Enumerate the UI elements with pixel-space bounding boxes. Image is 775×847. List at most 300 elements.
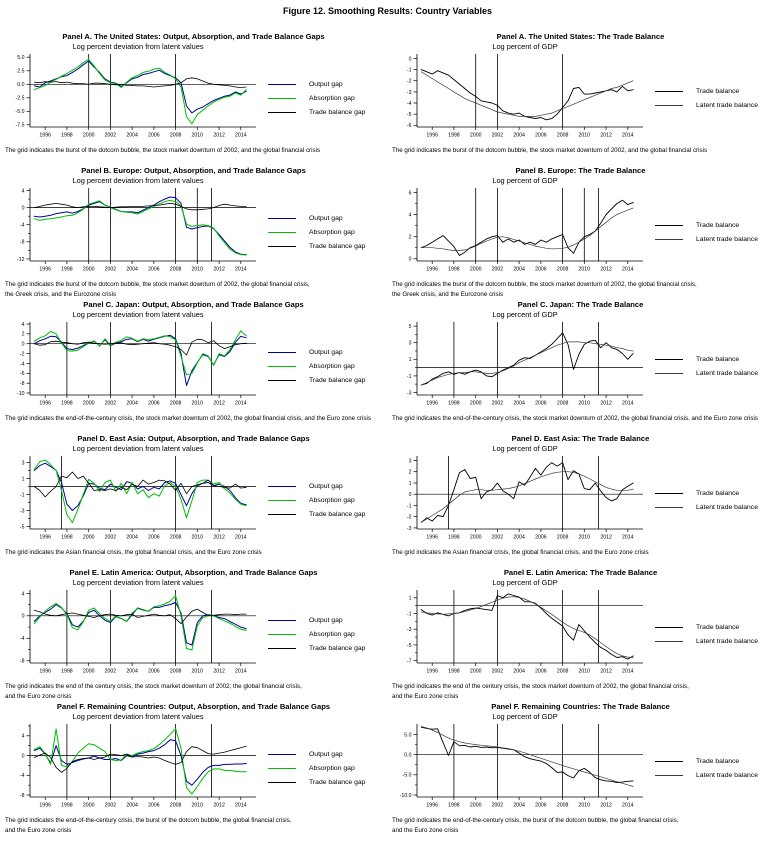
y-tick-label: -3 — [406, 89, 412, 96]
y-tick-label: 2.5 — [17, 68, 25, 75]
legend-remaining-trade-balance — [655, 758, 758, 779]
figure-title: Figure 12. Smoothing Results: Country Variables — [282, 6, 493, 16]
x-tick-label: 1998 — [61, 668, 73, 675]
x-tick-label: 2010 — [191, 132, 204, 139]
y-tick-label: 0 — [408, 492, 412, 499]
chart-title-east-asia-trade-balance: Panel D. East Asia: The Trade Balance — [511, 434, 650, 443]
caption-line: the Greek crisis, and the Eurozone crisis — [5, 290, 117, 298]
legend-line-sample — [655, 239, 683, 240]
caption-europe-gaps — [0, 280, 387, 298]
panel-us-gaps — [0, 30, 387, 164]
legend-item-output-gap — [268, 751, 365, 758]
legend-item-latent-trade-balance — [655, 772, 758, 779]
x-tick-label: 2000 — [82, 132, 95, 139]
legend-line-sample — [268, 782, 296, 783]
caption-line: and the Euro zone crisis — [392, 692, 459, 700]
y-tick-label: 4 — [21, 321, 25, 328]
caption-us-gaps — [0, 146, 387, 156]
legend-line-sample — [268, 514, 296, 515]
y-tick-label: -1 — [406, 611, 412, 618]
x-tick-label: 2006 — [148, 668, 160, 675]
x-tick-label: 1996 — [39, 668, 51, 675]
legend-item-trade-balance — [655, 758, 758, 765]
legend-label: Output gap — [309, 81, 343, 88]
y-tick-label: -2 — [406, 78, 412, 85]
legend-line-sample — [655, 225, 683, 226]
chart-title-latin-america-gaps: Panel E. Latin America: Output, Absorption, and Trade Balance Gaps — [69, 568, 318, 577]
legend-japan-gaps — [268, 349, 365, 384]
chart-body-us-gaps — [0, 51, 387, 146]
caption-us-trade-balance — [387, 146, 774, 156]
x-tick-label: 2008 — [556, 668, 569, 675]
legend-label: Trade balance — [696, 490, 740, 497]
x-tick-label: 2006 — [535, 400, 547, 407]
y-tick-label: 3 — [408, 458, 412, 465]
x-tick-label: 2004 — [513, 534, 525, 541]
chart-subtitle-east-asia-gaps: Log percent deviation from latent values — [72, 444, 204, 453]
legend-east-asia-gaps — [268, 483, 365, 518]
legend-east-asia-trade-balance — [655, 490, 758, 511]
legend-line-sample — [268, 246, 296, 247]
series-trade-balance-gap — [34, 746, 246, 772]
legend-item-trade-balance-gap — [268, 243, 365, 250]
x-tick-label: 2010 — [191, 534, 204, 541]
y-tick-label: 1 — [408, 357, 412, 364]
caption-europe-trade-balance — [387, 280, 774, 298]
series-absorption-gap — [34, 596, 246, 651]
caption-line: and the Euro zone crisis — [392, 826, 459, 834]
legend-us-gaps — [268, 81, 365, 116]
x-tick-label: 2002 — [104, 266, 117, 273]
caption-line: The grid indicates the end-of-the-century crisis, the stock market downturn of 2002, the global financial crisis, and the Euro zone crisis — [5, 415, 371, 422]
x-tick-label: 2002 — [491, 802, 504, 809]
x-tick-label: 2004 — [513, 668, 525, 675]
y-tick-label: -1 — [406, 503, 412, 510]
x-tick-label: 2006 — [148, 802, 160, 809]
legend-label: Trade balance gap — [309, 377, 366, 384]
y-tick-label: 0 — [21, 613, 25, 620]
x-tick-label: 1998 — [448, 534, 460, 541]
chart-subtitle-remaining-gaps: Log percent deviation from latent values — [72, 712, 204, 721]
legend-item-trade-balance — [655, 624, 758, 631]
legend-item-output-gap — [268, 483, 365, 490]
y-tick-label: 0 — [408, 56, 412, 63]
x-tick-label: 2014 — [235, 266, 247, 273]
x-tick-label: 2014 — [235, 534, 247, 541]
x-tick-label: 1996 — [39, 802, 51, 809]
legend-item-trade-balance-gap — [268, 109, 365, 116]
chart-subtitle-latin-america-gaps: Log percent deviation from latent values — [72, 578, 204, 587]
y-tick-label: 3 — [408, 340, 412, 347]
x-tick-label: 2012 — [213, 534, 225, 541]
japan-trade-balance-plot — [387, 319, 653, 414]
x-tick-label: 2008 — [556, 534, 569, 541]
x-tick-label: 2014 — [622, 802, 634, 809]
chart-subtitle-remaining-trade-balance: Log percent of GDP — [492, 712, 558, 721]
x-tick-label: 2006 — [535, 132, 547, 139]
legend-line-sample — [655, 359, 683, 360]
x-tick-label: 2006 — [148, 266, 160, 273]
legend-label: Latent trade balance — [696, 236, 758, 243]
y-tick-label: -5 — [406, 642, 412, 649]
x-tick-label: 1996 — [39, 534, 51, 541]
legend-item-trade-balance-gap — [268, 645, 365, 652]
x-tick-label: 2008 — [556, 266, 569, 273]
legend-line-sample — [268, 352, 296, 353]
chart-body-us-trade-balance — [387, 51, 774, 146]
legend-label: Trade balance gap — [309, 779, 366, 786]
y-tick-label: 5.0 — [17, 55, 25, 62]
y-tick-label: 6 — [408, 190, 412, 197]
legend-item-trade-balance-gap — [268, 377, 365, 384]
us-gaps-plot — [0, 51, 266, 146]
x-tick-label: 2000 — [469, 534, 482, 541]
chart-subtitle-europe-trade-balance: Log percent of GDP — [492, 176, 558, 185]
panel-japan-trade-balance — [387, 298, 774, 432]
legend-label: Absorption gap — [309, 631, 355, 638]
caption-line: The grid indicates the burst of the dotcom bubble, the stock market downturn of 2002, and the global financial crisis — [5, 147, 321, 154]
panel-us-trade-balance — [387, 30, 774, 164]
x-tick-label: 2014 — [622, 132, 634, 139]
caption-latin-america-trade-balance — [387, 682, 774, 700]
latin-america-gaps-plot — [0, 587, 266, 682]
series-output-gap — [34, 61, 246, 113]
legend-line-sample — [268, 232, 296, 233]
series-trade-balance — [421, 200, 633, 255]
y-tick-label: -4 — [19, 636, 25, 643]
caption-east-asia-gaps — [0, 548, 387, 558]
y-tick-label: -3 — [406, 627, 412, 634]
x-tick-label: 2014 — [622, 668, 634, 675]
legend-label: Latent trade balance — [696, 638, 758, 645]
x-tick-label: 2008 — [169, 400, 182, 407]
legend-line-sample — [655, 775, 683, 776]
series-absorption-gap — [34, 728, 246, 794]
x-tick-label: 2004 — [126, 802, 138, 809]
chart-body-japan-trade-balance — [387, 319, 774, 414]
x-tick-label: 2010 — [578, 266, 591, 273]
caption-line: and the Euro zone crisis — [5, 692, 72, 700]
chart-body-east-asia-trade-balance — [387, 453, 774, 548]
legend-label: Latent trade balance — [696, 772, 758, 779]
x-tick-label: 2000 — [82, 668, 95, 675]
y-tick-label: 4 — [21, 733, 25, 740]
legend-label: Latent trade balance — [696, 504, 758, 511]
chart-body-remaining-trade-balance — [387, 721, 774, 816]
chart-subtitle-us-trade-balance: Log percent of GDP — [492, 42, 558, 51]
legend-label: Trade balance — [696, 222, 740, 229]
legend-line-sample — [268, 84, 296, 85]
legend-label: Trade balance gap — [309, 511, 366, 518]
legend-item-trade-balance — [655, 490, 758, 497]
chart-body-japan-gaps — [0, 319, 387, 414]
x-tick-label: 2008 — [556, 802, 569, 809]
legend-item-latent-trade-balance — [655, 102, 758, 109]
chart-subtitle-latin-america-trade-balance: Log percent of GDP — [492, 578, 558, 587]
x-tick-label: 2004 — [126, 132, 138, 139]
legend-item-latent-trade-balance — [655, 370, 758, 377]
x-tick-label: 1998 — [448, 802, 460, 809]
chart-body-remaining-gaps — [0, 721, 387, 816]
x-tick-label: 2000 — [82, 266, 95, 273]
x-tick-label: 2004 — [126, 534, 138, 541]
series-output-gap — [34, 602, 246, 645]
caption-line: The grid indicates the Asian financial crisis, the global financial crisis, and the Euro zone crisis — [392, 549, 649, 556]
series-trade-balance — [421, 463, 633, 523]
x-tick-label: 2010 — [578, 802, 591, 809]
x-tick-label: 2006 — [148, 400, 160, 407]
x-tick-label: 1998 — [61, 266, 73, 273]
legend-line-sample — [655, 493, 683, 494]
chart-subtitle-japan-gaps: Log percent deviation from latent values — [72, 310, 204, 319]
y-tick-label: 3 — [21, 460, 25, 467]
x-tick-label: 2006 — [535, 266, 547, 273]
x-tick-label: 2014 — [235, 802, 247, 809]
x-tick-label: 2004 — [513, 400, 525, 407]
x-tick-label: 2012 — [600, 132, 612, 139]
x-tick-label: 2014 — [235, 400, 247, 407]
y-tick-label: 0 — [408, 256, 412, 263]
legend-label: Output gap — [309, 483, 343, 490]
y-tick-label: 5 — [408, 324, 412, 330]
x-tick-label: 2000 — [82, 802, 95, 809]
y-tick-label: -6 — [19, 371, 25, 378]
x-tick-label: 2008 — [169, 132, 182, 139]
legend-item-output-gap — [268, 215, 365, 222]
x-tick-label: 2008 — [169, 266, 182, 273]
x-tick-label: 2000 — [469, 132, 482, 139]
series-latent-trade-balance — [421, 472, 633, 523]
x-tick-label: 2012 — [600, 668, 612, 675]
series-trade-balance-gap — [34, 203, 246, 209]
legend-item-output-gap — [268, 81, 365, 88]
panel-europe-trade-balance — [387, 164, 774, 298]
legend-item-absorption-gap — [268, 363, 365, 370]
x-tick-label: 2008 — [169, 534, 182, 541]
chart-body-latin-america-gaps — [0, 587, 387, 682]
x-tick-label: 2010 — [191, 802, 204, 809]
chart-subtitle-europe-gaps: Log percent deviation from latent values — [72, 176, 204, 185]
legend-item-trade-balance-gap — [268, 511, 365, 518]
legend-line-sample — [268, 366, 296, 367]
caption-line: The grid indicates the Asian financial crisis, the global financial crisis, and the Euro zone crisis — [5, 549, 262, 556]
legend-label: Absorption gap — [309, 229, 355, 236]
y-tick-label: -4 — [19, 222, 25, 229]
caption-line: and the Euro zone crisis — [5, 826, 72, 834]
legend-item-output-gap — [268, 349, 365, 356]
chart-subtitle-east-asia-trade-balance: Log percent of GDP — [492, 444, 558, 453]
panel-latin-america-gaps — [0, 566, 387, 700]
x-tick-label: 2002 — [491, 400, 504, 407]
legend-line-sample — [268, 648, 296, 649]
series-trade-balance — [421, 594, 633, 659]
legend-label: Trade balance gap — [309, 109, 366, 116]
x-tick-label: 2000 — [469, 668, 482, 675]
y-tick-label: -8 — [19, 239, 25, 246]
series-trade-balance-gap — [34, 472, 246, 497]
y-tick-label: 4 — [408, 212, 412, 219]
chart-subtitle-japan-trade-balance: Log percent of GDP — [492, 310, 558, 319]
x-tick-label: 1998 — [448, 132, 460, 139]
y-tick-label: -12 — [17, 256, 25, 263]
legend-japan-trade-balance — [655, 356, 758, 377]
legend-line-sample — [268, 768, 296, 769]
series-output-gap — [34, 740, 246, 785]
chart-title-europe-gaps: Panel B. Europe: Output, Absorption, and Trade Balance Gaps — [81, 166, 306, 175]
chart-title-remaining-gaps: Panel F. Remaining Countries: Output, Absorption, and Trade Balance Gaps — [56, 702, 331, 711]
legend-line-sample — [655, 641, 683, 642]
y-tick-label: -1 — [406, 67, 412, 74]
y-tick-label: 4 — [21, 591, 25, 598]
x-tick-label: 1996 — [426, 400, 438, 407]
caption-line: The grid indicates the end-of-the-century crisis, the burst of the dotcom bubble, the global financial crisis, — [5, 817, 292, 824]
chart-title-europe-trade-balance: Panel B. Europe: The Trade Balance — [515, 166, 646, 175]
legend-label: Absorption gap — [309, 765, 355, 772]
x-tick-label: 1996 — [426, 534, 438, 541]
y-tick-label: -8 — [19, 381, 25, 388]
chart-title-us-gaps: Panel A. The United States: Output, Absorption, and Trade Balance Gaps — [62, 32, 325, 41]
x-tick-label: 2004 — [126, 400, 138, 407]
x-tick-label: 1996 — [39, 266, 51, 273]
y-tick-label: -5.0 — [15, 109, 25, 116]
series-latent-trade-balance — [421, 342, 633, 385]
x-tick-label: 2010 — [578, 534, 591, 541]
y-tick-label: 0.0 — [404, 752, 412, 759]
east-asia-gaps-plot — [0, 453, 266, 548]
series-absorption-gap — [34, 460, 246, 523]
y-tick-label: 1 — [21, 476, 25, 483]
legend-europe-trade-balance — [655, 222, 758, 243]
y-tick-label: -4 — [19, 773, 25, 780]
legend-line-sample — [268, 634, 296, 635]
panel-europe-gaps — [0, 164, 387, 298]
caption-line: The grid indicates the burst of the dotcom bubble, the stock market downturn of 2002, the global financial crisis, — [392, 281, 697, 288]
legend-line-sample — [655, 105, 683, 106]
legend-label: Output gap — [309, 349, 343, 356]
x-tick-label: 2014 — [235, 132, 247, 139]
y-tick-label: -10 — [17, 390, 25, 397]
legend-label: Trade balance gap — [309, 243, 366, 250]
legend-line-sample — [268, 218, 296, 219]
y-tick-label: -1 — [19, 492, 25, 499]
x-tick-label: 2010 — [578, 668, 591, 675]
x-tick-label: 2000 — [469, 266, 482, 273]
legend-line-sample — [268, 112, 296, 113]
legend-item-absorption-gap — [268, 631, 365, 638]
legend-item-trade-balance — [655, 222, 758, 229]
caption-line: The grid indicates the end-of-the-century crisis, the stock market downturn of 2002, the global financial crisis, and the Euro zone crisis — [392, 415, 758, 422]
x-tick-label: 2010 — [191, 266, 204, 273]
x-tick-label: 2012 — [213, 400, 225, 407]
y-tick-label: -3 — [19, 508, 25, 515]
y-tick-label: -5 — [19, 524, 25, 531]
y-tick-label: -3 — [406, 525, 412, 532]
x-tick-label: 2002 — [104, 802, 117, 809]
x-tick-label: 2006 — [148, 534, 160, 541]
x-tick-label: 2002 — [491, 266, 504, 273]
legend-label: Latent trade balance — [696, 102, 758, 109]
y-tick-label: -2 — [19, 351, 25, 358]
x-tick-label: 2012 — [213, 802, 225, 809]
series-latent-trade-balance — [421, 208, 633, 251]
legend-line-sample — [268, 98, 296, 99]
x-tick-label: 2004 — [126, 668, 138, 675]
legend-item-trade-balance — [655, 88, 758, 95]
x-tick-label: 2014 — [622, 534, 634, 541]
y-tick-label: 0.0 — [17, 82, 25, 89]
legend-europe-gaps — [268, 215, 365, 250]
x-tick-label: 2014 — [622, 266, 634, 273]
europe-trade-balance-plot — [387, 185, 653, 280]
x-tick-label: 1998 — [61, 802, 73, 809]
x-tick-label: 1998 — [61, 400, 73, 407]
y-tick-label: -3 — [406, 390, 412, 397]
remaining-gaps-plot — [0, 721, 266, 816]
x-tick-label: 2004 — [126, 266, 138, 273]
legend-item-latent-trade-balance — [655, 504, 758, 511]
x-tick-label: 2004 — [513, 132, 525, 139]
x-tick-label: 2004 — [513, 266, 525, 273]
caption-line: The grid indicates the end of the century crisis, the stock market downturn of 2002, the global financial crisis, — [5, 683, 302, 690]
x-tick-label: 2000 — [469, 400, 482, 407]
legend-line-sample — [268, 620, 296, 621]
caption-line: The grid indicates the end-of-the-century crisis, the burst of the dotcom bubble, the global financial crisis, — [392, 817, 679, 824]
series-absorption-gap — [34, 59, 246, 123]
chart-title-japan-gaps: Panel C. Japan: Output, Absorption, and Trade Balance Gaps — [83, 300, 304, 309]
series-trade-balance-gap — [34, 78, 246, 88]
x-tick-label: 2002 — [104, 534, 117, 541]
east-asia-trade-balance-plot — [387, 453, 653, 548]
series-output-gap — [34, 197, 246, 255]
y-tick-label: -8 — [19, 658, 25, 665]
x-tick-label: 2008 — [556, 400, 569, 407]
legend-item-trade-balance — [655, 356, 758, 363]
series-output-gap — [34, 463, 246, 510]
legend-line-sample — [268, 500, 296, 501]
us-trade-balance-plot — [387, 51, 653, 146]
x-tick-label: 2014 — [235, 668, 247, 675]
legend-label: Latent trade balance — [696, 370, 758, 377]
x-tick-label: 2010 — [191, 668, 204, 675]
legend-item-absorption-gap — [268, 497, 365, 504]
japan-gaps-plot — [0, 319, 266, 414]
legend-label: Absorption gap — [309, 95, 355, 102]
caption-line: The grid indicates the end of the century crisis, the stock market downturn of 2002, the global financial crisis, — [392, 683, 689, 690]
legend-line-sample — [268, 754, 296, 755]
y-tick-label: 5.0 — [404, 732, 412, 739]
panel-latin-america-trade-balance — [387, 566, 774, 700]
y-tick-label: -4 — [19, 361, 25, 368]
legend-label: Trade balance — [696, 758, 740, 765]
y-tick-label: 0 — [21, 753, 25, 760]
legend-label: Absorption gap — [309, 363, 355, 370]
europe-gaps-plot — [0, 185, 266, 280]
caption-japan-gaps — [0, 414, 387, 424]
x-tick-label: 2012 — [600, 400, 612, 407]
legend-us-trade-balance — [655, 88, 758, 109]
legend-label: Trade balance gap — [309, 645, 366, 652]
x-tick-label: 2002 — [104, 668, 117, 675]
x-tick-label: 2010 — [578, 400, 591, 407]
legend-line-sample — [655, 761, 683, 762]
panel-east-asia-gaps — [0, 432, 387, 566]
chart-body-europe-trade-balance — [387, 185, 774, 280]
y-tick-label: 4 — [21, 188, 25, 195]
legend-label: Trade balance — [696, 356, 740, 363]
legend-line-sample — [268, 486, 296, 487]
x-tick-label: 2012 — [600, 802, 612, 809]
y-tick-label: -5.0 — [402, 772, 412, 779]
